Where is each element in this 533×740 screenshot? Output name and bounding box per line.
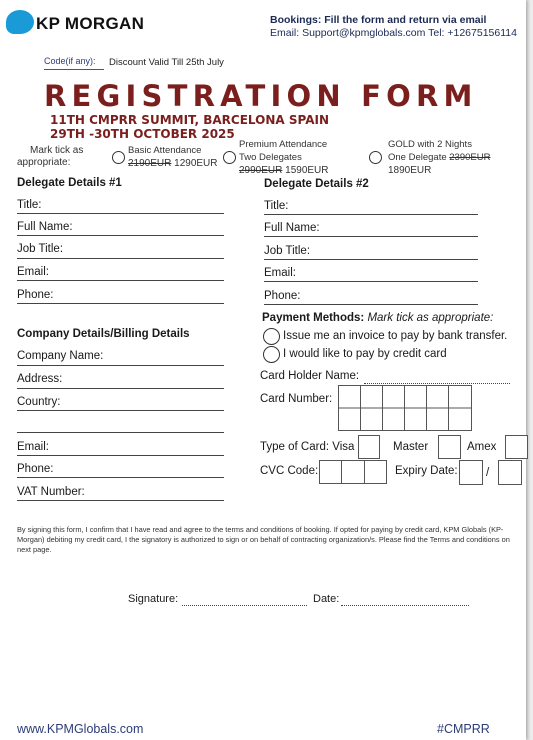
credit-card-radio[interactable] [263,346,280,363]
contact-line: Email: Support@kpmglobals.com Tel: +12675156114 [270,27,517,39]
expiry-year-input[interactable] [498,460,522,485]
basic-new-price: 1290EUR [174,158,218,169]
invoice-option-label: Issue me an invoice to pay by bank transfer. [283,330,508,342]
payment-section-title: Payment Methods: Mark tick as appropriate: [262,312,494,324]
delegate2-title-label: Title: [264,200,289,212]
date-label: Date: [313,593,340,605]
delegate2-phone-input[interactable] [264,304,478,305]
legal-text: By signing this form, I confirm that I have read and agree to the terms and conditions of booking. If opted for paying by credit card, KPM Globals (KP-Morgan) debiting my credit card, I the signatory is authorized to sign or on behalf of contracting organization/s. Please find the Terms and conditions on next page. [17,525,510,554]
delegate1-email-label: Email: [17,266,49,278]
event-name: 11TH CMPRR SUMMIT, BARCELONA SPAIN [50,113,329,127]
company-email-input[interactable] [17,455,224,456]
premium-old-price: 2990EUR [239,165,283,176]
premium-attendance-radio[interactable] [223,151,236,164]
gold-new-price: 1890EUR [388,165,432,176]
logo-bubble-icon [6,10,34,34]
basic-attendance-label: Basic Attendance 2190EUR 1290EUR [128,145,218,169]
cvc-label: CVC Code: [260,465,319,477]
delegate1-email-input[interactable] [17,280,224,281]
master-label: Master [393,441,429,453]
footer-hashtag: #CMPRR [437,722,490,736]
card-holder-label: Card Holder Name: [260,370,360,382]
delegate1-section-title: Delegate Details #1 [17,177,122,189]
card-holder-input[interactable] [364,383,510,384]
premium-new-price: 1590EUR [285,165,329,176]
page-title: REGISTRATION FORM [44,79,478,113]
company-phone-input[interactable] [17,477,224,478]
delegate2-jobtitle-label: Job Title: [264,245,311,257]
card-type-label: Type of Card: Visa [260,441,355,453]
code-value: Discount Valid Till 25th July [109,57,224,68]
card-number-grid[interactable] [338,385,471,431]
expiry-month-input[interactable] [459,460,483,485]
delegate2-fullname-input[interactable] [264,236,478,237]
delegate2-fullname-label: Full Name: [264,222,320,234]
delegate1-fullname-input[interactable] [17,235,224,236]
footer-website[interactable]: www.KPMGlobals.com [17,722,144,736]
card-number-label: Card Number: [260,393,333,405]
premium-attendance-label: Premium Attendance Two Delegates 2990EUR 1590EUR [239,139,329,176]
expiry-label: Expiry Date: [395,465,458,477]
company-vat-input[interactable] [17,500,224,501]
delegate1-title-label: Title: [17,199,42,211]
visa-checkbox[interactable] [358,435,380,459]
delegate2-email-label: Email: [264,267,296,279]
gold-old-price: 2390EUR [449,152,491,163]
gold-attendance-radio[interactable] [369,151,382,164]
delegate1-fullname-label: Full Name: [17,221,73,233]
company-address-label: Address: [17,373,63,385]
company-email-label: Email: [17,441,49,453]
attendance-prompt-1: Mark tick as [30,145,84,156]
delegate1-phone-input[interactable] [17,303,224,304]
delegate1-jobtitle-input[interactable] [17,258,224,259]
company-address-input[interactable] [17,388,224,389]
delegate1-jobtitle-label: Job Title: [17,243,64,255]
credit-card-option-label: I would like to pay by credit card [283,348,447,360]
delegate2-email-input[interactable] [264,281,478,282]
basic-old-price: 2190EUR [128,158,172,169]
delegate1-title-input[interactable] [17,213,224,214]
expiry-slash: / [486,467,490,479]
gold-attendance-label: GOLD with 2 Nights One Delegate 2390EUR 1890EUR [388,139,491,176]
delegate2-phone-label: Phone: [264,290,301,302]
code-underline [44,69,104,70]
amex-label: Amex [467,441,497,453]
company-vat-label: VAT Number: [17,486,85,498]
company-section-title: Company Details/Billing Details [17,328,190,340]
company-country-input[interactable] [17,410,224,411]
signature-input[interactable] [182,605,307,606]
signature-label: Signature: [128,593,179,605]
event-dates: 29TH -30TH OCTOBER 2025 [50,127,235,141]
company-phone-label: Phone: [17,463,54,475]
company-extra-line[interactable] [17,432,224,433]
cvc-input[interactable] [319,460,387,484]
bookings-line: Bookings: Fill the form and return via email [270,14,487,26]
date-input[interactable] [341,605,469,606]
logo-text: KP MORGAN [36,14,145,33]
delegate2-jobtitle-input[interactable] [264,259,478,260]
company-name-input[interactable] [17,365,224,366]
amex-checkbox[interactable] [505,435,528,459]
master-checkbox[interactable] [438,435,461,459]
company-name-label: Company Name: [17,350,104,362]
invoice-radio[interactable] [263,328,280,345]
delegate1-phone-label: Phone: [17,289,54,301]
code-label: Code(if any): [44,56,96,66]
basic-attendance-radio[interactable] [112,151,125,164]
company-country-label: Country: [17,396,61,408]
delegate2-section-title: Delegate Details #2 [264,178,369,190]
attendance-prompt-2: appropriate: [17,157,71,168]
delegate2-title-input[interactable] [264,214,478,215]
